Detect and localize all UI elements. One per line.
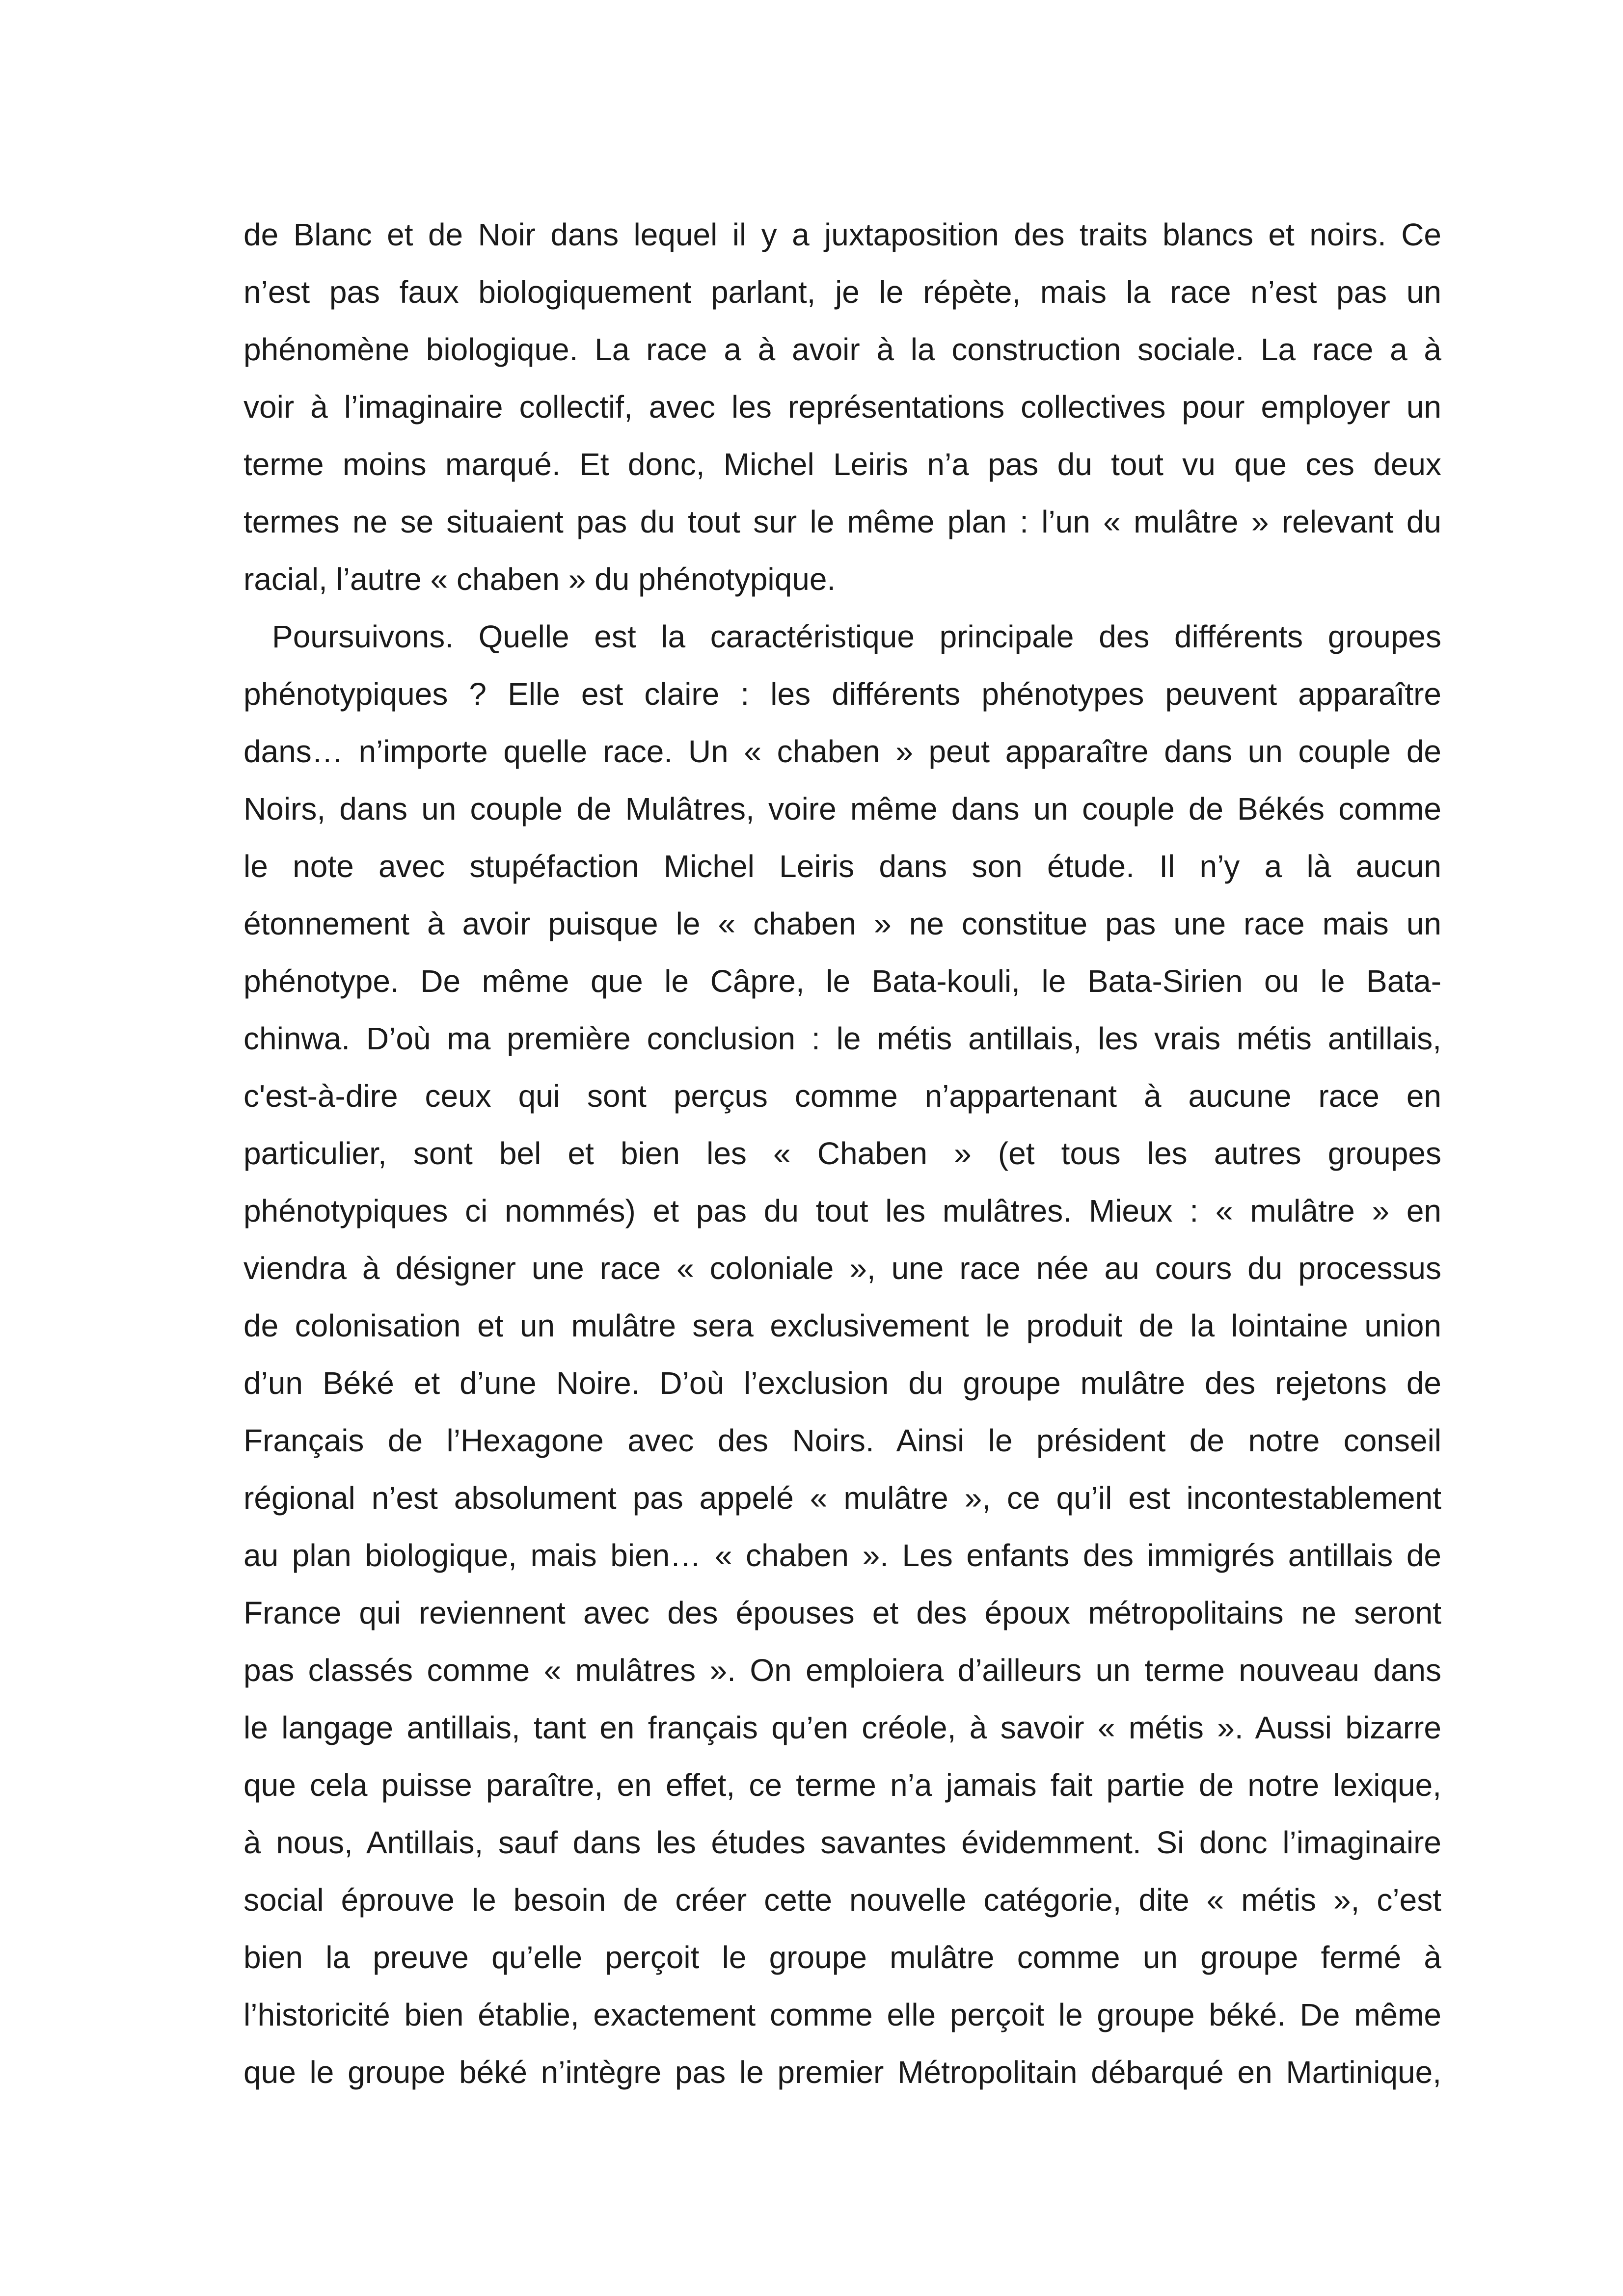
text-line: social éprouve le besoin de créer cette nouvelle catégorie, dite « métis », c’est <box>243 1882 1441 1918</box>
text-line: Noirs, dans un couple de Mulâtres, voire même dans un couple de Békés comme <box>243 791 1441 827</box>
text-line: phénomène biologique. La race a à avoir à la construction sociale. La race a à <box>243 332 1441 367</box>
text-line: que le groupe béké n’intègre pas le premier Métropolitain débarqué en Martinique, <box>243 2055 1441 2090</box>
text-line: Français de l’Hexagone avec des Noirs. Ainsi le président de notre conseil <box>243 1423 1441 1458</box>
paragraph-1 <box>243 206 1441 608</box>
text-line: régional n’est absolument pas appelé « mulâtre », ce qu’il est incontestablement <box>243 1480 1441 1516</box>
text-line: viendra à désigner une race « coloniale », une race née au cours du processus <box>243 1251 1441 1286</box>
text-line: dans… n’importe quelle race. Un « chaben » peut apparaître dans un couple de <box>243 734 1441 769</box>
text-line: le note avec stupéfaction Michel Leiris dans son étude. Il n’y a là aucun <box>243 849 1441 884</box>
text-line: phénotypiques ci nommés) et pas du tout les mulâtres. Mieux : « mulâtre » en <box>243 1193 1441 1228</box>
text-line: que cela puisse paraître, en effet, ce terme n’a jamais fait partie de notre lexique, <box>243 1767 1441 1803</box>
text-line: terme moins marqué. Et donc, Michel Leiris n’a pas du tout vu que ces deux <box>243 447 1441 482</box>
text-line: d’un Béké et d’une Noire. D’où l’exclusion du groupe mulâtre des rejetons de <box>243 1365 1441 1401</box>
text-line: l’historicité bien établie, exactement comme elle perçoit le groupe béké. De même <box>243 1997 1441 2032</box>
text-line: bien la preuve qu’elle perçoit le groupe mulâtre comme un groupe fermé à <box>243 1940 1441 1975</box>
text-line: n’est pas faux biologiquement parlant, je le répète, mais la race n’est pas un <box>243 274 1441 310</box>
text-line: phénotypiques ? Elle est claire : les différents phénotypes peuvent apparaître <box>243 676 1441 712</box>
text-line: à nous, Antillais, sauf dans les études savantes évidemment. Si donc l’imaginaire <box>243 1825 1441 1860</box>
paragraph-2 <box>243 608 1441 2101</box>
text-line: France qui reviennent avec des épouses et des époux métropolitains ne seront <box>243 1595 1441 1630</box>
text-line: pas classés comme « mulâtres ». On emploiera d’ailleurs un terme nouveau dans <box>243 1653 1441 1688</box>
body-text <box>243 206 1441 2101</box>
text-line: particulier, sont bel et bien les « Chaben » (et tous les autres groupes <box>243 1136 1441 1171</box>
text-line: le langage antillais, tant en français qu’en créole, à savoir « métis ». Aussi bizarre <box>243 1710 1441 1745</box>
text-line: étonnement à avoir puisque le « chaben » ne constitue pas une race mais un <box>243 906 1441 941</box>
text-line: termes ne se situaient pas du tout sur le même plan : l’un « mulâtre » relevant du <box>243 504 1441 539</box>
text-line: de Blanc et de Noir dans lequel il y a juxtaposition des traits blancs et noirs. Ce <box>243 217 1441 252</box>
text-line: voir à l’imaginaire collectif, avec les représentations collectives pour employer un <box>243 389 1441 425</box>
text-line: racial, l’autre « chaben » du phénotypique. <box>243 561 836 597</box>
text-line: phénotype. De même que le Câpre, le Bata-kouli, le Bata-Sirien ou le Bata- <box>243 963 1441 999</box>
text-line: de colonisation et un mulâtre sera exclusivement le produit de la lointaine union <box>243 1308 1441 1343</box>
text-line: c'est-à-dire ceux qui sont perçus comme n’appartenant à aucune race en <box>243 1078 1441 1114</box>
text-line: Poursuivons. Quelle est la caractéristique principale des différents groupes <box>272 619 1441 654</box>
text-line: chinwa. D’où ma première conclusion : le métis antillais, les vrais métis antillais, <box>243 1021 1441 1056</box>
text-line: au plan biologique, mais bien… « chaben ». Les enfants des immigrés antillais de <box>243 1538 1441 1573</box>
